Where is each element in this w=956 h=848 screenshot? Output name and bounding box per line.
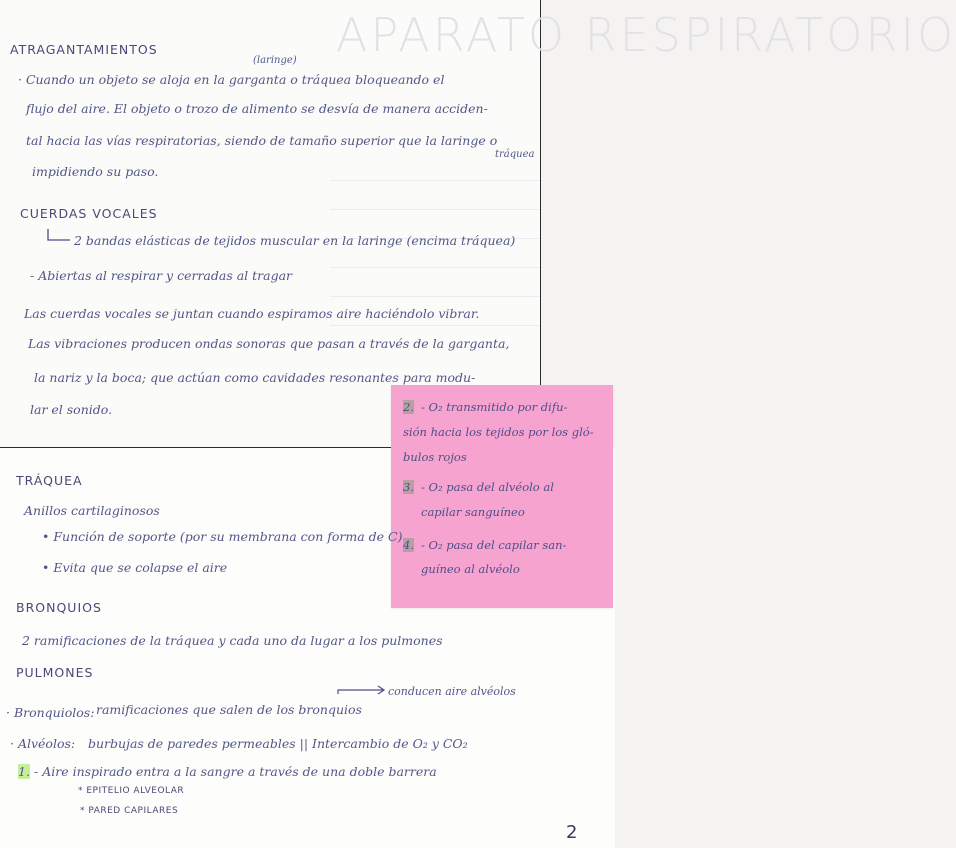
- note-conducen-aire: conducen aire alvéolos: [388, 685, 516, 698]
- barrier-2: * PARED CAPILARES: [80, 806, 179, 816]
- pulmones-line-1: - Aire inspirado entra a la sangre a través de una doble barrera: [34, 764, 437, 779]
- barrier-1: * EPITELIO ALVEOLAR: [78, 786, 185, 796]
- bronquiolos-label: · Bronquiolos:: [6, 705, 95, 720]
- corner-arrow-icon: [46, 228, 72, 244]
- cuerdas-line-2: - Abiertas al respirar y cerradas al tragar: [30, 268, 293, 283]
- cuerdas-line-3: Las cuerdas vocales se juntan cuando espiramos aire haciéndolo vibrar.: [24, 306, 480, 321]
- traquea-line-3: • Evita que se colapse el aire: [42, 560, 228, 575]
- note-laringe: (laringe): [253, 55, 297, 66]
- sticky-3-line-1: - O₂ pasa del alvéolo al: [421, 480, 554, 494]
- traquea-line-2: • Función de soporte (por su membrana con forma de C): [42, 529, 403, 544]
- sticky-number-2: 2.: [403, 400, 414, 414]
- sticky-note: [391, 385, 613, 608]
- bronquiolos-text: ramificaciones que salen de los bronquios: [96, 702, 362, 717]
- sticky-4-line-1: - O₂ pasa del capilar san-: [421, 538, 567, 552]
- sticky-2-line-3: bulos rojos: [403, 450, 467, 464]
- sticky-number-4: 4.: [403, 538, 414, 552]
- bleed-through-title: APARATO RESPIRATORIO: [336, 8, 956, 62]
- heading-bronquios: BRONQUIOS: [16, 600, 102, 615]
- note-traquea: tráquea: [495, 149, 535, 160]
- sticky-2-line-2: sión hacia los tejidos por los gló-: [403, 425, 594, 439]
- number-1: 1.: [18, 764, 30, 779]
- alveolos-text: burbujas de paredes permeables || Intercambio de O₂ y CO₂: [88, 736, 468, 751]
- heading-traquea: TRÁQUEA: [16, 473, 83, 488]
- cuerdas-line-6: lar el sonido.: [30, 402, 113, 417]
- sticky-2-line-1: - O₂ transmitido por difu-: [421, 400, 568, 414]
- heading-atragantamientos: ATRAGANTAMIENTOS: [10, 42, 158, 57]
- atr-line-2: flujo del aire. El objeto o trozo de alimento se desvía de manera acciden-: [26, 101, 488, 116]
- cuerdas-line-1: 2 bandas elásticas de tejidos muscular en la laringe (encima tráquea): [74, 233, 516, 248]
- atr-line-4: impidiendo su paso.: [32, 164, 159, 179]
- bronquios-line-1: 2 ramificaciones de la tráquea y cada uno da lugar a los pulmones: [22, 633, 443, 648]
- heading-cuerdas-vocales: CUERDAS VOCALES: [20, 206, 158, 221]
- atr-line-3: tal hacia las vías respiratorias, siendo de tamaño superior que la laringe o: [26, 133, 498, 148]
- heading-pulmones: PULMONES: [16, 665, 94, 680]
- atr-line-1: · Cuando un objeto se aloja en la garganta o tráquea bloqueando el: [18, 72, 445, 87]
- page-number: 2: [566, 822, 578, 843]
- cuerdas-line-5: la nariz y la boca; que actúan como cavidades resonantes para modu-: [34, 370, 476, 385]
- sticky-4-line-2: guíneo al alvéolo: [421, 562, 520, 576]
- sticky-number-3: 3.: [403, 480, 414, 494]
- right-arrow-icon: [336, 684, 388, 698]
- sticky-3-line-2: capilar sanguíneo: [421, 505, 525, 519]
- bleed-through-lines: [330, 180, 540, 354]
- alveolos-label: · Alvéolos:: [10, 736, 76, 751]
- traquea-line-1: Anillos cartilaginosos: [24, 503, 160, 518]
- cuerdas-line-4: Las vibraciones producen ondas sonoras que pasan a través de la garganta,: [28, 336, 510, 351]
